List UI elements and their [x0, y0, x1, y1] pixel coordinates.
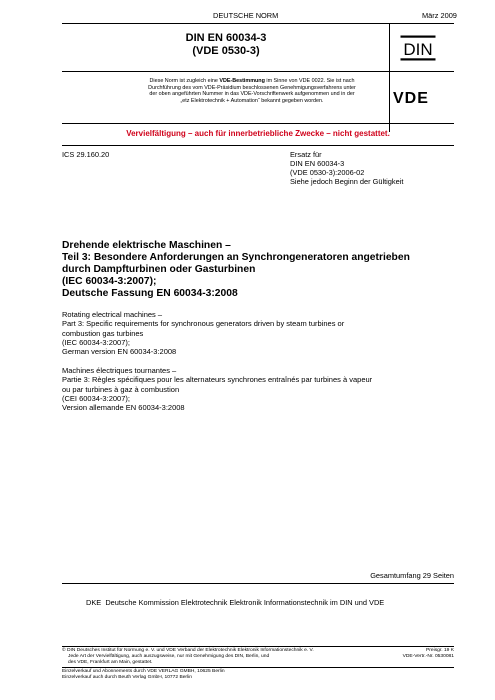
title-german-line-3: durch Dampfturbinen oder Gasturbinen — [62, 264, 256, 275]
replacement-line-2: DIN EN 60034-3 — [290, 159, 345, 168]
vde-number: (VDE 0530-3) — [192, 45, 260, 57]
title-french-line-1: Machines électriques tournantes – — [62, 366, 177, 375]
title-english — [62, 310, 457, 356]
title-german — [62, 240, 457, 300]
sales-notice — [62, 669, 225, 681]
vde-logo-icon: VDE — [393, 90, 429, 107]
title-english-line-1: Rotating electrical machines – — [62, 310, 163, 319]
top-rule — [62, 23, 454, 24]
copy-warning: Vervielfältigung – auch für innerbetriebliche Zwecke – nicht gestattet. — [126, 129, 390, 138]
norm-type: DEUTSCHE NORM — [213, 11, 279, 20]
title-french-line-5: Version allemande EN 60034-3:2008 — [62, 403, 185, 413]
title-german-line-5: Deutsche Fassung EN 60034-3:2008 — [62, 288, 238, 299]
copyright-notice — [62, 648, 402, 666]
price-info — [360, 648, 454, 660]
din-logo-icon — [400, 35, 436, 61]
copyright-line-3: des VDE, Frankfurt am Main, gestattet. — [68, 660, 153, 665]
dke-abbr: DKE — [86, 598, 102, 607]
sales-line-2: Einzelverkauf auch durch Beuth Verlag GmbH, 10772 Berlin — [62, 675, 192, 680]
doc-number: DIN EN 60034-3 — [185, 32, 267, 44]
copyright-line-1: © DIN Deutsches Institut für Normung e. V. und VDE Verband der Elektrotechnik Elektronik Informationstechnik e. V. — [62, 648, 314, 653]
replacement-block — [290, 150, 403, 186]
title-french — [62, 366, 457, 412]
title-french-line-2: Partie 3: Règles spécifiques pour les alternateurs synchrones entraînés par turbines à vapeur — [62, 375, 373, 385]
publication-date: März 2009 — [422, 11, 457, 20]
title-english-line-2: Part 3: Specific requirements for synchronous generators driven by steam turbines or — [62, 319, 345, 329]
notice-line-4: „etz Elektrotechnik + Automation“ bekannt gegeben worden. — [180, 97, 324, 104]
footer-rule — [62, 646, 454, 647]
notice-line-2: Durchführung des vom VDE-Präsidium beschlossenen Genehmigungsverfahrens unter — [148, 84, 356, 91]
pages-rule — [62, 583, 454, 584]
title-german-line-2: Teil 3: Besondere Anforderungen an Synchrongeneratoren angetrieben — [62, 252, 410, 263]
notice-rule — [62, 123, 454, 124]
replacement-line-1: Ersatz für — [290, 150, 322, 159]
title-rule — [62, 71, 454, 72]
title-english-line-4: (IEC 60034-3:2007); — [62, 337, 130, 347]
copyright-line-2: Jede Art der Vervielfältigung, auch auszugsweise, nur mit Genehmigung des DIN, Berlin, und — [68, 654, 270, 659]
warning-rule — [62, 145, 454, 146]
notice-line-3: der oben angeführten Nummer in das VDE-Vorschriftenwerk aufgenommen und in der — [149, 91, 355, 98]
din-logo-text: DIN — [403, 40, 433, 59]
logo-divider — [389, 24, 390, 132]
notice-line-1: Diese Norm ist zugleich eine VDE-Bestimmung im Sinne von VDE 0022. Sie ist nach — [149, 78, 355, 84]
ics-code: ICS 29.160.20 — [62, 150, 110, 159]
title-german-line-1: Drehende elektrische Maschinen – — [62, 240, 231, 251]
dke-name: Deutsche Kommission Elektrotechnik Elektronik Informationstechnik im DIN und VDE — [105, 598, 385, 607]
replacement-line-4: Siehe jedoch Beginn der Gültigkeit — [290, 177, 404, 186]
vde-sales-number: VDE-Vertr.-Nr. 0530081 — [402, 654, 454, 659]
title-english-line-3: combustion gas turbines — [62, 328, 144, 338]
title-french-line-3: ou par turbines à gaz à combustion — [62, 384, 180, 394]
title-french-line-4: (CEI 60034-3:2007); — [62, 393, 130, 403]
title-german-line-4: (IEC 60034-3:2007); — [62, 276, 157, 287]
title-english-line-5: German version EN 60034-3:2008 — [62, 347, 177, 357]
price-group: Preisgr. 19 K — [426, 648, 454, 653]
total-pages: Gesamtumfang 29 Seiten — [370, 571, 454, 580]
dke-line — [86, 598, 384, 607]
sales-line-1: Einzelverkauf und Abonnements durch VDE VERLAG GMBH, 10625 Berlin — [62, 669, 225, 674]
replacement-line-3: (VDE 0530-3):2006-02 — [290, 168, 365, 177]
vde-notice — [118, 78, 386, 104]
sales-rule — [62, 667, 454, 668]
